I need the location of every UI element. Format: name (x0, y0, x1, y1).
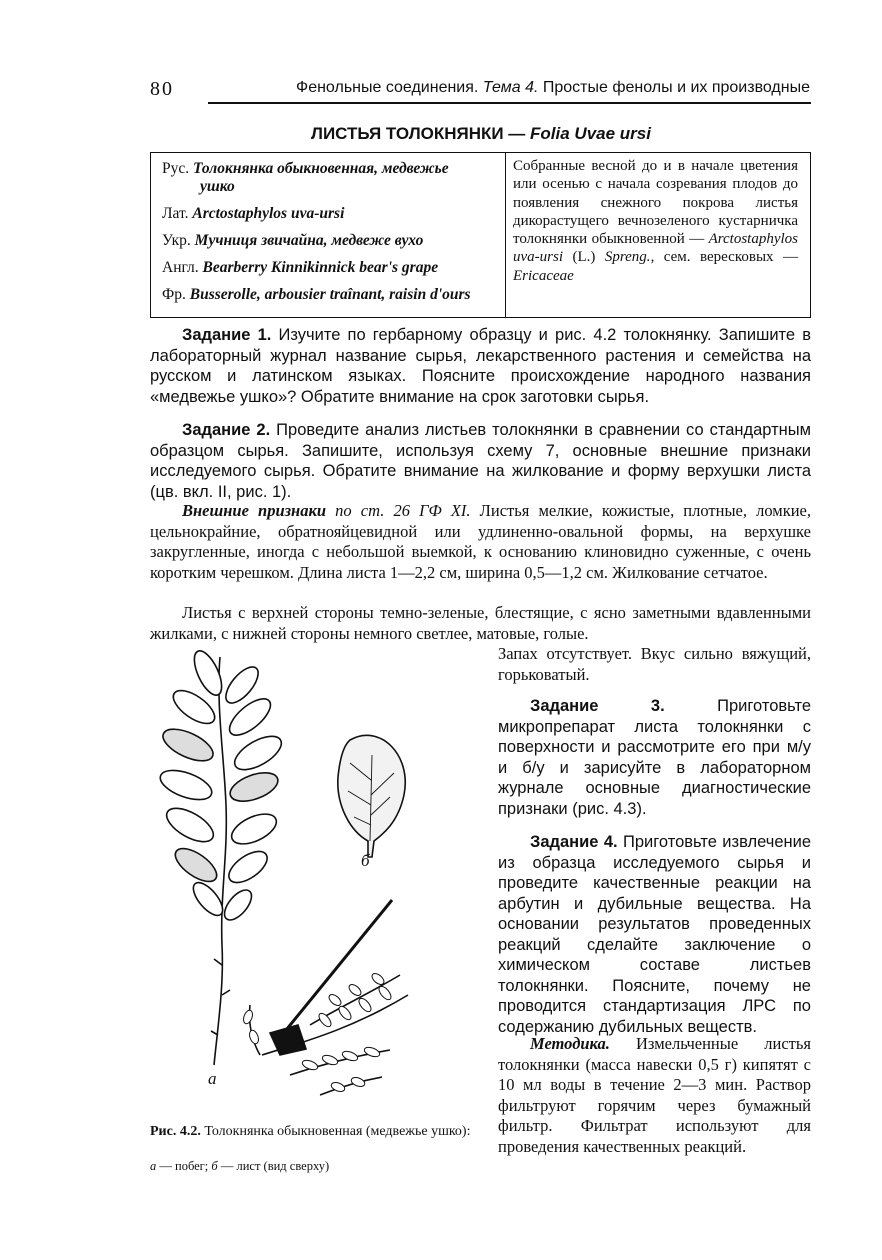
task-2-heading: Задание 2. (182, 421, 271, 439)
task-1-heading: Задание 1. (182, 326, 272, 344)
figure-label-b: б (361, 851, 370, 870)
harvest-description (513, 157, 798, 285)
name-russian (162, 160, 497, 196)
name-ukrainian-lang: Укр. (162, 232, 195, 249)
external-signs-reference: по ст. 26 ГФ XI. (326, 501, 471, 520)
task-4 (498, 832, 811, 1037)
branch-leaf (363, 1046, 381, 1059)
figure-legend-b: б (211, 1159, 218, 1173)
method-body: Измельченные листья толокнянки (масса навески 0,5 г) кипятят с 10 мл воды в течение 2—3 мин. Раствор фильтруют горячим через бумажный фильтр. Фильтрат используют для проведения качественных реакций. (498, 1034, 811, 1156)
bearberry-drawing (150, 645, 480, 1105)
branch-leaf (357, 996, 373, 1013)
leaf-color-description: Листья с верхней стороны темно-зеленые, блестящие, с ясно заметными вдавленными жилками, с нижней стороны немного светлее, матовые, голые. (150, 603, 811, 643)
figure-caption (150, 1123, 480, 1141)
shoot-leaf (158, 723, 217, 768)
table-divider (505, 153, 506, 317)
task-2-body: Проведите анализ листьев толокнянки в сравнении со стандартным образцом сырья. Запишите, используя схему 7, основные внешние признаки исследуемого сырья. Обратите внимание на жилкование и форму верхушки листа (цв. вкл. II, рис. 1). (150, 421, 811, 501)
harvest-species: Arctostaphylos uva-ursi (513, 231, 798, 266)
method-heading: Методика. (530, 1034, 610, 1053)
task-1-body: Изучите по гербарному образцу и рис. 4.2 толокнянку. Запишите в лабораторный журнал название сырья, лекарственного растения и семейства на русском и латинском языках. Поясните происхождение народного названия «медвежье ушко»? Обратите внимание на срок заготовки сырья. (150, 326, 812, 406)
name-latin (162, 205, 344, 223)
figure-caption-number: Рис. 4.2. (150, 1124, 201, 1139)
method (498, 1034, 811, 1157)
branch-leaf (337, 1004, 353, 1021)
task-3-heading: Задание 3. (530, 697, 665, 715)
task-1 (150, 325, 811, 407)
name-russian-value-1: Толокнянка обыкновенная, медвежье (193, 160, 449, 177)
name-english-lang: Англ. (162, 259, 203, 276)
harvest-text-1: Собранные весной до и в начале цветения или осенью с начала созревания плодов до появления снежного покрова листья дикорастущего вечнозеленого кустарничка толокнянки обыкновенной — (513, 158, 798, 248)
running-head (296, 79, 810, 97)
task-3 (498, 696, 811, 819)
branch-leaf (347, 982, 363, 997)
external-signs-heading: Внешние признаки (182, 501, 327, 520)
branch-leaf (377, 984, 393, 1001)
raw-material-table (150, 152, 811, 318)
name-french-value: Busserolle, arbousier traînant, raisin d'ours (189, 286, 471, 303)
name-ukrainian-value: Мучниця звичайна, медвеже вухо (194, 232, 424, 249)
harvest-author: Spreng. (604, 249, 651, 266)
branch-leaf (350, 1076, 366, 1088)
name-latin-value: Arctostaphylos uva-ursi (192, 205, 345, 222)
harvest-text-3: , сем. вересковых — (650, 249, 798, 266)
figure-legend-a: а (150, 1159, 157, 1173)
running-head-plain: Фенольные соединения. (296, 79, 483, 96)
bearberry-illustration (150, 645, 480, 1105)
running-head-rest: Простые фенолы и их производные (538, 79, 810, 96)
external-signs-body: Листья мелкие, кожистые, плотные, ломкие, цельнокрайние, обратнояйцевидной или удлиненно-овальной формы, на верхушке закругленные, иногда с небольшой выемкой, к основанию клиновидно суженные, с очень коротким черешком. Длина листа 1—2,2 см, ширина 0,5—1,2 см. Жилкование сетчатое. (150, 501, 812, 582)
branch-leaf (330, 1081, 346, 1093)
branch-leaf (301, 1059, 319, 1072)
shoot-stem (214, 657, 226, 1065)
leaf-smell-taste: Запах отсутствует. Вкус сильно вяжущий, горьковатый. (498, 644, 811, 684)
branch-leaf (242, 1009, 254, 1025)
shoot-leaf (189, 647, 227, 699)
shoot-leaf (161, 802, 218, 849)
task-4-heading: Задание 4. (530, 833, 618, 851)
branch-leaf (248, 1029, 260, 1045)
running-head-topic: Тема 4. (482, 79, 539, 96)
shoot-leaf (170, 842, 222, 888)
task-3-body: Приготовьте микропрепарат листа толокнянки с поверхности и рассмотрите его при м/у и б/у и зарисуйте в лабораторном журнале основные диагностические признаки (рис. 4.3). (498, 697, 811, 818)
task-2 (150, 420, 811, 502)
name-english-value: Bearberry Kinnikinnick bear's grape (202, 259, 439, 276)
harvest-family: Ericaceae (513, 267, 574, 284)
branch-leaf (327, 992, 343, 1007)
spade-handle (282, 900, 392, 1035)
name-russian-value-2: ушко (200, 178, 235, 195)
shoot-leaf (224, 845, 273, 888)
shoot-leaf (226, 767, 281, 807)
task-4-body: Приготовьте извлечение из образца исследуемого сырья и проведите качественные реакции на арбутин и дубильные вещества. На основании результатов проведенных реакций сделайте заключение о химическом составе листьев толокнянки. Поясните, почему не проводится стандартизация ЛРС по содержанию дубильных веществ. (498, 833, 811, 1036)
figure-label-a: а (208, 1069, 217, 1088)
name-french-lang: Фр. (162, 286, 190, 303)
figure-legend (150, 1159, 480, 1174)
shoot-leaf (157, 764, 216, 805)
name-latin-lang: Лат. (162, 205, 193, 222)
single-leaf (338, 735, 405, 857)
figure-legend-b-text: — лист (вид сверху) (217, 1159, 330, 1173)
name-ukrainian (162, 232, 423, 250)
branch-leaf (341, 1050, 359, 1063)
section-title-latin: Folia Uvae ursi (530, 124, 651, 143)
name-french (162, 286, 471, 304)
harvest-text-2: (L.) (563, 249, 605, 266)
name-russian-lang: Рус. (162, 160, 193, 177)
page-number: 80 (150, 78, 174, 100)
shoot-leaf (220, 885, 257, 924)
section-title-ru: ЛИСТЬЯ ТОЛОКНЯНКИ — (311, 124, 531, 143)
header-rule (208, 102, 811, 104)
shoot-leaf (229, 730, 286, 777)
name-english (162, 259, 438, 277)
shoot-leaf (227, 808, 281, 850)
external-signs (150, 501, 811, 583)
section-title (150, 124, 812, 144)
figure-caption-text: Толокнянка обыкновенная (медвежье ушко): (200, 1124, 471, 1139)
figure-legend-a-text: — побег; (156, 1159, 212, 1173)
